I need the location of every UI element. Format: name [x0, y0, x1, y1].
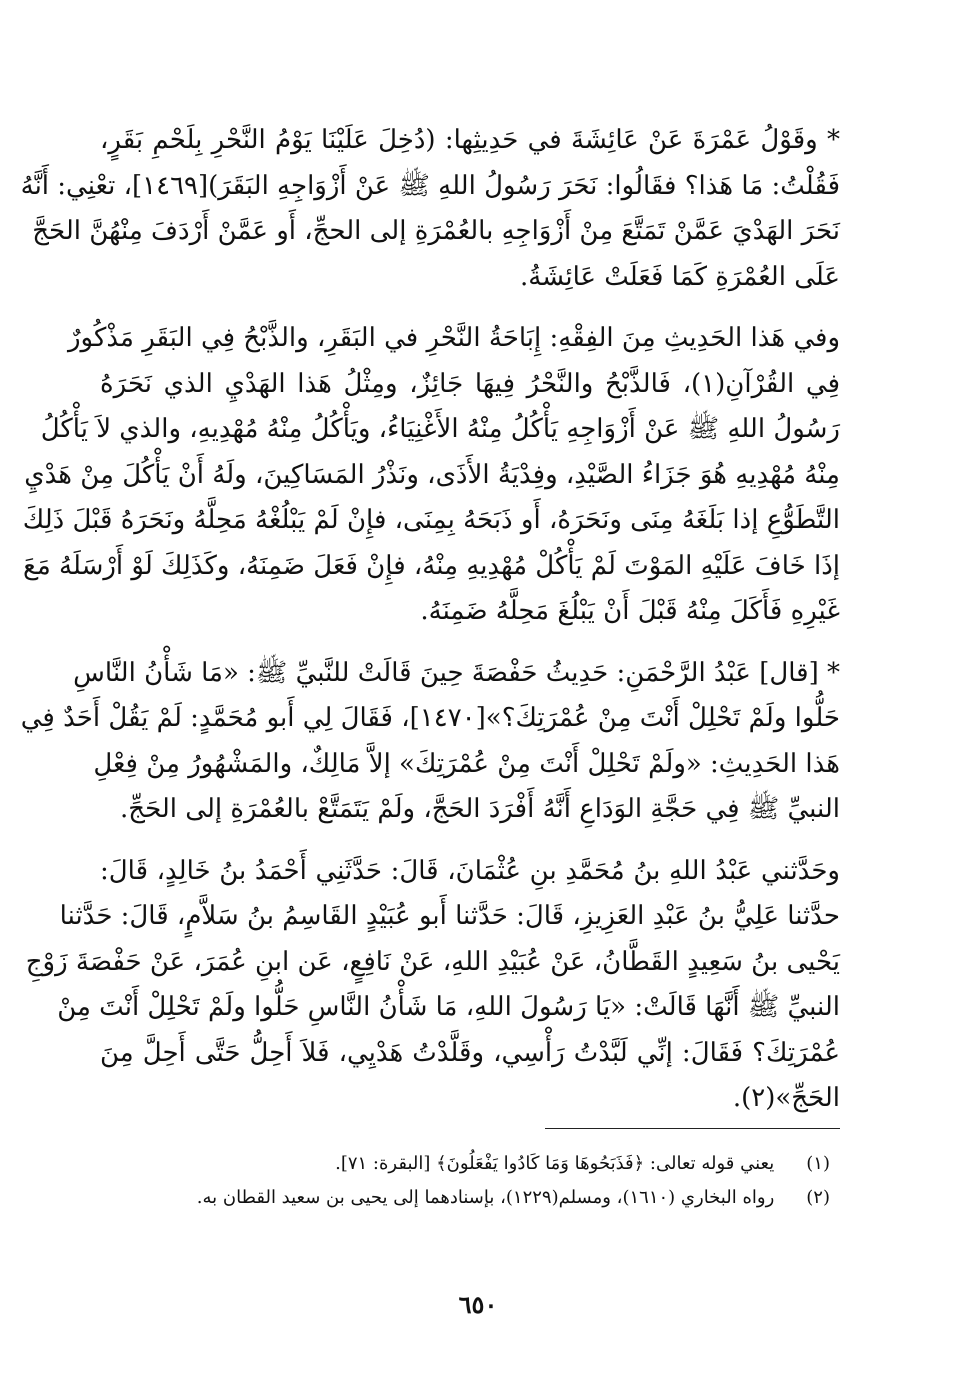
- footnote-text: يعني قوله تعالى: ﴿فَذَبَحُوهَا وَمَا كَادُوا يَفْعَلُونَ﴾ [البقرة: ٧١].: [335, 1153, 775, 1174]
- text-line: التَّطَوُّعِ إذا بَلَغَهُ مِنَى ونَحَرَهُ، أَو ذَبَحَهُ بِمِنَى، فإِنْ لَمْ يَبْلُغْهُ مَحِلَّهُ ونَحَرَهُ قَبْلَ ذَلِكَ: [22, 505, 840, 535]
- paragraph-4: [25, 849, 840, 1122]
- footnote-text: رواه البخاري (١٦١٠)، ومسلم(١٢٢٩)، بإسنادهما إلى يحيى بن سعيد القطان به.: [196, 1187, 775, 1208]
- text-line: وحَدَّثني عَبْدُ اللهِ بنُ مُحَمَّدِ بنِ عُثْمَانَ، قَالَ: حَدَّثَنِي أَحْمَدُ بنُ خَالِدٍ، قَالَ:: [100, 855, 840, 886]
- text-line: عُمْرَتِكَ؟ فَقَالَ: إنِّي لَبَّدْتُ رَأْسِي، وقَلَّدْتُ هَدْيِي، فَلاَ أَحِلُّ حَتَّى أَحِلَّ مِنَ: [100, 1037, 840, 1068]
- text-line: مِنْهُ مُهْدِيهِ هُوَ جَزَاءُ الصَّيْدِ، وفِدْيَةُ الأَذَى، ونَذْرُ المَسَاكِينَ، ولَهُ أَنْ يَأْكُلَ مِنْ هَدْيِ: [24, 459, 840, 490]
- footnote-number: (١): [806, 1153, 830, 1174]
- text-line: نَحَرَ الهَدْيَ عَمَّنْ تَمَتَّعَ مِنْ أَزْوَاجِهِ بالعُمْرَةِ إلى الحجِّ، أَو عَمَّنْ أَرْدَفَ مِنْهُنَّ الحَجَّ: [32, 216, 840, 246]
- footnote-divider: [545, 1128, 840, 1129]
- footnote-number: (٢): [806, 1187, 830, 1208]
- paragraph-2: [22, 316, 840, 635]
- text-line: حَلُّوا ولَمْ تَحْلِلْ أَنْتَ مِنْ عُمْرَتِكَ؟»[١٤٧٠]، فَقَالَ لِي أَبو مُحَمَّدٍ: لَمْ يَقُلْ أَحَدٌ فِي: [20, 703, 840, 733]
- text-line: يَحْيى بنُ سَعِيدٍ القَطَّانُ، عَنْ عُبَيْدِ اللهِ، عَنْ نَافِعٍ، عَن ابنِ عُمَرَ، عَنْ حَفْصَةَ زَوْجِ: [25, 946, 840, 977]
- paragraph-3: [20, 651, 840, 833]
- text-line: النبيِّ ﷺ أَنَّهَا قَالَتْ: «يَا رَسُولَ اللهِ، مَا شَأْنُ النَّاسِ حَلُّوا ولَمْ تَحْلِلْ أَنْتَ مِنْ: [57, 992, 840, 1022]
- text-line: النبيِّ ﷺ فِي حَجَّةِ الوَدَاعِ أَنَّهُ أَفْرَدَ الحَجَّ، ولَمْ يَتَمَتَّعْ بالعُمْرَةِ إلى الحَجِّ.: [120, 794, 840, 824]
- text-line: الحَجِّ»(٢).: [732, 1083, 840, 1113]
- text-line: رَسُولُ اللهِ ﷺ عَنْ أَزْوَاجِهِ يَأْكُلُ مِنْهُ الأَغْنِيَاءُ، ويَأْكُلُ مِنْهُ مُهْدِيهِ، والذي لاَ يَأْكُلُ: [40, 414, 840, 444]
- text-line: حدَّثنا عَلِيُّ بنُ عَبْدِ العَزِيزِ، قَالَ: حَدَّثنا أَبو عُبَيْدٍ القَاسِمُ بنُ سَلاَّمٍ، قَالَ: حَدَّثنا: [59, 901, 840, 931]
- text-line: فَقُلْتُ: مَا هَذا؟ فقَالُوا: نَحَرَ رَسُولُ اللهِ ﷺ عَنْ أَزْوَاجِهِ البَقَرَ)[١٤٦٩]، تعْنِي: أَنَّهُ: [20, 170, 840, 201]
- text-line: عَلَى العُمْرَةِ كَمَا فَعَلَتْ عَائِشَةُ.: [519, 261, 840, 292]
- text-line: وفي هَذا الحَدِيثِ مِنَ الفِقْهِ: إِبَاحَةُ النَّحْرِ في البَقَرِ، والذَّبْحُ فِي البَقَرِ مَذْكُورٌ: [67, 323, 840, 353]
- text-line: فِي القُرْآنِ(١)، فَالذَّبْحُ والنَّحْرُ فِيهَا جَائِزٌ، ومِثْلُ هَذا الهَدْيِ الذي نَحَرَهُ: [100, 368, 840, 399]
- main-text: [20, 118, 840, 1138]
- text-line: إذَا خَافَ عَلَيْهِ المَوْتَ لَمْ يَأْكُلْ مُهْدِيهِ مِنْهُ، فإِنْ فَعَلَ ضَمِنَهُ، وكَذَلِكَ لَوْ أَرْسَلَهُ مَعَ: [23, 550, 840, 581]
- page-number: ٦٥٠: [458, 1290, 498, 1319]
- text-line: غَيْرِهِ فَأَكَلَ مِنْهُ قَبْلَ أَنْ يَبْلُغَ مَحِلَّهُ ضَمِنَهُ.: [420, 596, 840, 626]
- text-line: * [قال] عَبْدُ الرَّحْمَنِ: حَدِيثُ حَفْصَةَ حِينَ قَالَتْ للنَّبيِّ ﷺ: «مَا شَأْنُ النَّاسِ: [73, 657, 840, 688]
- footnote-1: [100, 1150, 830, 1178]
- paragraph-1: [20, 118, 840, 300]
- text-line: هَذا الحَدِيثِ: «ولَمْ تَحْلِلْ أَنْتَ مِنْ عُمْرَتِكَ» إلاَّ مَالِكٌ، والمَشْهُورُ مِنْ فِعْلِ: [93, 748, 840, 779]
- text-line: * وقَوْلُ عَمْرَةَ عَنْ عَائِشَةَ في حَدِيثِها: (دُخِلَ عَلَيْنَا يَوْمُ النَّحْرِ بِلَحْمِ بَقَرٍ،: [100, 125, 840, 155]
- footnote-2: [100, 1184, 830, 1212]
